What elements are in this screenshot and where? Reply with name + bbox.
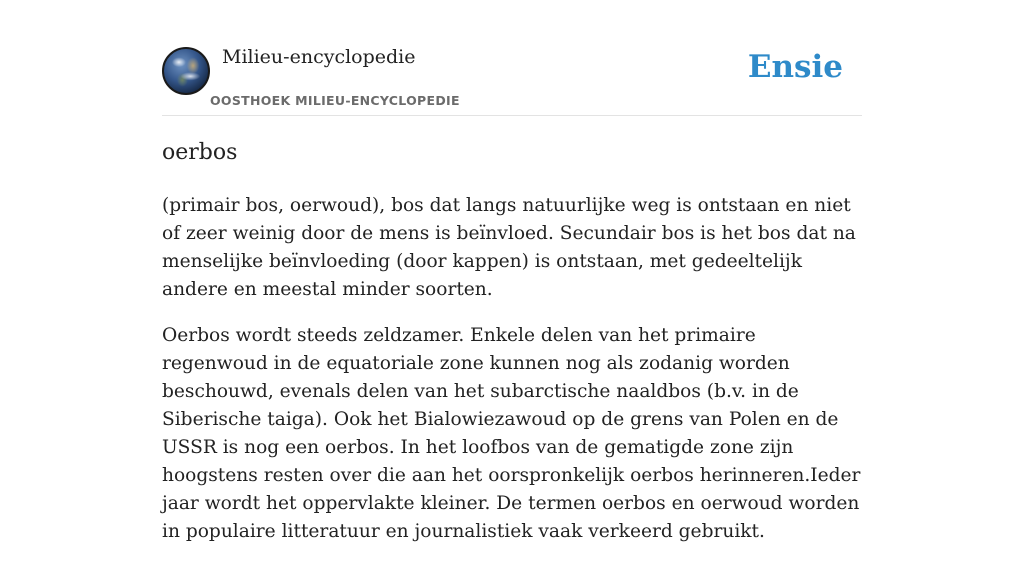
site-subtitle: OOSTHOEK MILIEU-ENCYCLOPEDIE (210, 93, 460, 108)
entry-content (162, 192, 862, 564)
globe-icon[interactable] (162, 47, 210, 95)
entry-paragraph: Oerbos wordt steeds zeldzamer. Enkele delen van het primaire regenwoud in de equatoriale zone kunnen nog als zodanig worden beschouwd, evenals delen van het subarctische naaldbos (b.v. in de Siberische taiga). Ook het Bialowiezawoud op de grens van Polen en de USSR is nog een oerbos. In het loofbos van de gematigde zone zijn hoogstens resten over die aan het oorspronkelijk oerbos herinneren.Ieder jaar wordt het oppervlakte kleiner. De termen oerbos en oerwoud worden in populaire litteratuur en journalistiek vaak verkeerd gebruikt. (162, 325, 861, 542)
site-name[interactable]: Milieu-encyclopedie (222, 46, 416, 68)
entry-paragraph: (primair bos, oerwoud), bos dat langs natuurlijke weg is ontstaan en niet of zeer weinig door de mens is beïnvloed. Secundair bos is het bos dat na menselijke beïnvloeding (door kappen) is ontstaan, met gedeeltelijk andere en meestal minder soorten. (162, 195, 856, 300)
brand-logo-link[interactable]: Ensie (747, 49, 843, 85)
entry-title: oerbos (162, 140, 238, 165)
site-header (162, 46, 862, 116)
